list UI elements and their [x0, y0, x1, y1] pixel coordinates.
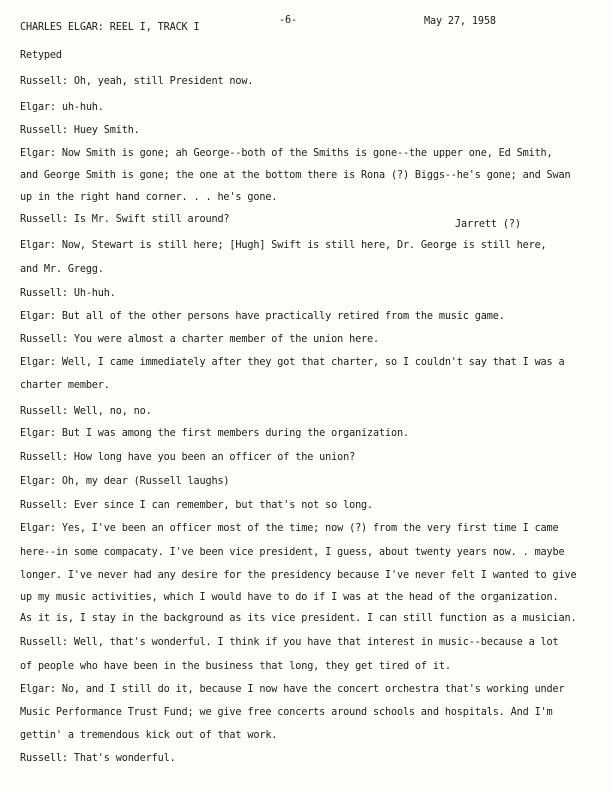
transcript-line: Elgar: But all of the other persons have practically retired from the music game.	[20, 311, 505, 322]
transcript-line: Elgar: uh-huh.	[20, 102, 104, 113]
transcript-line: Elgar: Now, Stewart is still here; [Hugh] Swift is still here, Dr. George is still here,	[20, 240, 547, 251]
page-number: -6-	[279, 15, 297, 26]
transcript-line: Russell: Well, no, no.	[20, 406, 152, 417]
transcript-line: up in the right hand corner. . . he's gone.	[20, 192, 278, 203]
transcript-line: longer. I've never had any desire for the presidency because I've never felt I wanted to give	[20, 570, 577, 581]
transcript-line: Russell: Well, that's wonderful. I think if you have that interest in music--because a lot	[20, 637, 559, 648]
transcript-line: Russell: Oh, yeah, still President now.	[20, 76, 254, 87]
transcript-line: of people who have been in the business that long, they get tired of it.	[20, 661, 451, 672]
header-date: May 27, 1958	[424, 16, 496, 27]
transcript-line: here--in some compacaty. I've been vice president, I guess, about twenty years now. . maybe	[20, 547, 565, 558]
transcript-line: charter member.	[20, 380, 110, 391]
transcript-line: Russell: Ever since I can remember, but that's not so long.	[20, 500, 374, 511]
transcript-line: Elgar: No, and I still do it, because I now have the concert orchestra that's working under	[20, 684, 565, 695]
transcript-line: Elgar: Now Smith is gone; ah George--both of the Smiths is gone--the upper one, Ed Smith,	[20, 148, 553, 159]
interlinear-note: Jarrett (?)	[455, 219, 521, 230]
transcript-line: Elgar: Well, I came immediately after they got that charter, so I couldn't say that I was a	[20, 357, 565, 368]
transcript-line: and Mr. Gregg.	[20, 264, 104, 275]
transcript-line: As it is, I stay in the background as its vice president. I can still function as a musician.	[20, 613, 577, 624]
transcript-line: Russell: Uh-huh.	[20, 288, 116, 299]
transcript-line: up my music activities, which I would have to do if I was at the head of the organization.	[20, 592, 559, 603]
transcript-line: Russell: Huey Smith.	[20, 125, 140, 136]
header-title: CHARLES ELGAR: REEL I, TRACK I	[20, 22, 200, 33]
transcript-line: Elgar: Oh, my dear (Russell laughs)	[20, 476, 230, 487]
transcript-line: Russell: How long have you been an officer of the union?	[20, 452, 356, 463]
transcript-line: Elgar: But I was among the first members during the organization.	[20, 428, 409, 439]
transcript-line: gettin' a tremendous kick out of that work.	[20, 730, 278, 741]
retyped-note: Retyped	[20, 50, 62, 61]
transcript-line: Elgar: Yes, I've been an officer most of the time; now (?) from the very first time I came	[20, 523, 559, 534]
transcript-line: Russell: That's wonderful.	[20, 753, 176, 764]
transcript-line: and George Smith is gone; the one at the bottom there is Rona (?) Biggs--he's gone; and Swan	[20, 170, 571, 181]
transcript-line: Russell: You were almost a charter member of the union here.	[20, 334, 380, 345]
transcript-line: Music Performance Trust Fund; we give free concerts around schools and hospitals. And I'm	[20, 707, 553, 718]
transcript-line: Russell: Is Mr. Swift still around?	[20, 214, 230, 225]
